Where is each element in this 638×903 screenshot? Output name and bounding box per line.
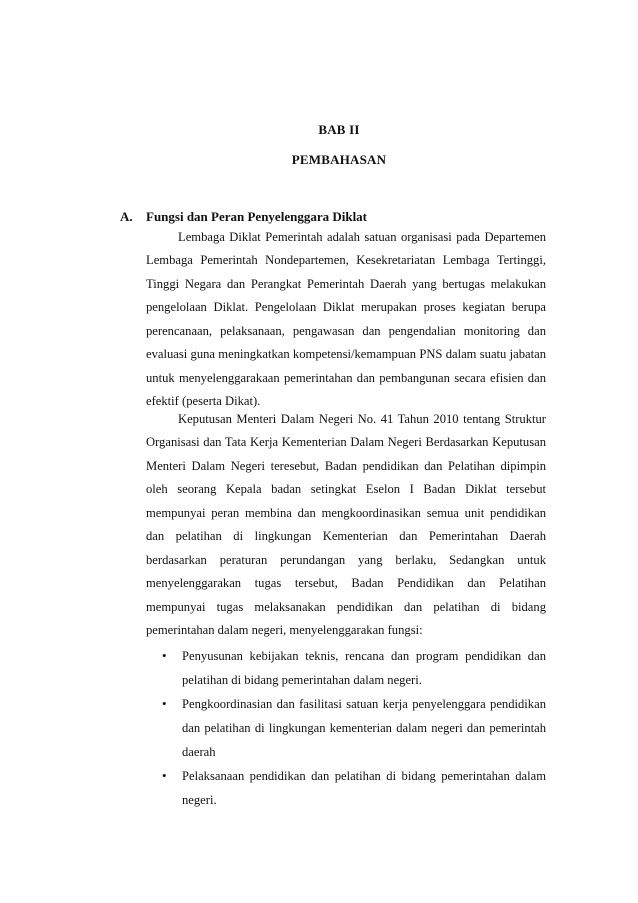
list-item — [146, 764, 546, 812]
section-heading-text: Fungsi dan Peran Penyelenggara Diklat — [146, 209, 368, 224]
bullet-icon: • — [162, 696, 167, 711]
list-item — [146, 644, 546, 692]
section-letter: A. — [120, 209, 133, 224]
list-item-text: Pengkoordinasian dan fasilitasi satuan kerja penyelenggara pendidikan dan pelatihan di lingkungan kementerian dalam negeri dan pemerintah daerah — [182, 697, 546, 759]
bullet-icon: • — [162, 768, 167, 783]
list-item-text: Penyusunan kebijakan teknis, rencana dan program pendidikan dan pelatihan di bidang pemerintahan dalam negeri. — [182, 649, 546, 687]
list-item-text: Pelaksanaan pendidikan dan pelatihan di bidang pemerintahan dalam negeri. — [182, 769, 546, 807]
function-list — [146, 644, 546, 812]
section-heading — [120, 209, 367, 225]
bullet-icon: • — [162, 648, 167, 663]
chapter-number: BAB II — [318, 122, 360, 137]
paragraph: Keputusan Menteri Dalam Negeri No. 41 Tahun 2010 tentang Struktur Organisasi dan Tata Kerja Kementerian Dalam Negeri Berdasarkan Keputusan Menteri Dalam Negeri teresebut, Badan pendidikan dan Pelatihan dipimpin oleh seorang Kepala badan setingkat Eselon I Badan Diklat tersebut mempunyai peran membina dan mengkoordinasikan semua unit pendidikan dan pelatihan di lingkungan Kementerian dan Pemerintahan Daerah berdasarkan peraturan perundangan yang berlaku, Sedangkan untuk menyelenggarakan tugas tersebut, Badan Pendidikan dan Pelatihan mempunyai tugas melaksanakan pendidikan dan pelatihan di bidang pemerintahan dalam negeri, menyelenggarakan fungsi: — [146, 412, 546, 638]
chapter-title: PEMBAHASAN — [291, 152, 387, 167]
list-item — [146, 692, 546, 764]
paragraph: Lembaga Diklat Pemerintah adalah satuan organisasi pada Departemen Lembaga Pemerintah Nondepartemen, Kesekretariatan Lembaga Tertinggi, Tinggi Negara dan Perangkat Pemerintah Daerah yang bertugas melakukan pengelolaan Diklat. Pengelolaan Diklat merupakan proses kegiatan berupa perencanaan, pelaksanaan, pengawasan dan pengendalian monitoring dan evaluasi guna meningkatkan kompetensi/kemampuan PNS dalam suatu jabatan untuk menyelenggarakaan pemerintahan dan pembangunan secara efisien dan efektif (peserta Dikat). — [146, 230, 546, 409]
